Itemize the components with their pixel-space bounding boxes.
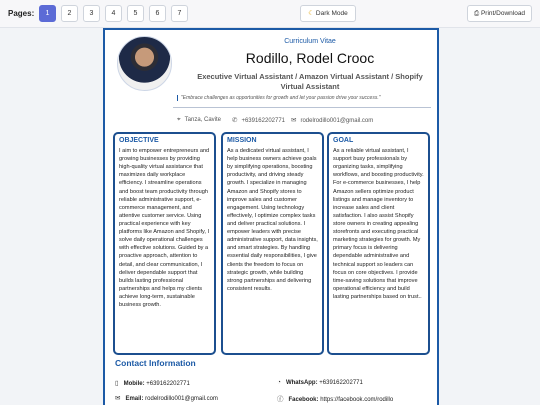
email-label: Email: [125, 396, 144, 402]
cv-phone-text: +639162202771 [241, 118, 285, 124]
contact-whatsapp [277, 379, 363, 386]
cv-page [103, 28, 439, 405]
location-pin-icon: ⌖ [177, 116, 181, 123]
cv-name: Rodillo, Rodel Crooc [245, 50, 375, 66]
page-button-2[interactable]: 2 [61, 5, 78, 22]
email-value: rodelrodillo001@gmail.com [145, 396, 218, 402]
page-button-3[interactable]: 3 [83, 5, 100, 22]
objective-title: OBJECTIVE [119, 137, 159, 144]
whatsapp-icon: ◔ [277, 379, 281, 386]
cv-quote: "Embrace challenges as opportunities for growth and let your passion drive your success." [177, 95, 427, 101]
whatsapp-label: WhatsApp: [285, 380, 318, 386]
pages-label: Pages: [8, 9, 35, 18]
envelope-icon: ✉ [291, 117, 297, 124]
page-button-5[interactable]: 5 [127, 5, 144, 22]
goal-box [327, 132, 430, 355]
objective-box [113, 132, 216, 355]
phone-icon: ✆ [232, 117, 238, 124]
page-button-1[interactable]: 1 [39, 5, 56, 22]
page-button-6[interactable]: 6 [149, 5, 166, 22]
mission-box [221, 132, 324, 355]
dark-mode-button[interactable] [300, 5, 356, 22]
cv-email [291, 116, 373, 124]
page-button-4[interactable]: 4 [105, 5, 122, 22]
mobile-value: +639162202771 [146, 381, 190, 387]
profile-photo [117, 36, 172, 91]
facebook-link[interactable]: https://facebook.com/rodillo [320, 397, 394, 403]
page-button-7[interactable]: 7 [171, 5, 188, 22]
mission-title: MISSION [227, 137, 257, 144]
cv-top-border [105, 28, 439, 30]
objective-text: I aim to empower entrepreneurs and growing businesses by providing high-quality virtual assistance that maximizes daily workplace efficiency. I streamline operations and boost team productivity through reliable administrative support, e-commerce management, and attentive customer service. Using practical experience with key platforms like Amazon and Shopify, I solve daily operational challenges with effective solutions. Guided by a proactive approach, attention to detail, and clear communication, I deliver dependable support that builds lasting professional partnerships and helps my clients achieve long-term, sustainable business growth. [119, 148, 210, 309]
cv-phone [232, 116, 285, 124]
cv-heading-label: Curriculum Vitae [284, 38, 336, 45]
goal-text: As a reliable virtual assistant, I support busy professionals by organizing tasks, simplifying workflows, and boosting productivity. For e-commerce businesses, I help Amazon sellers optimize product listings and manage inventory to increase sales and client satisfaction. I also assist Shopify store owners in creating appealing storefronts and executing practical marketing strategies for growth. My primary focus is delivering dependable administrative and technical support so leaders can focus on core objectives. I provide time-saving solutions that improve operational efficiency and build lasting partnerships based on trust.. [333, 148, 424, 300]
facebook-label: Facebook: [288, 397, 319, 403]
goal-title: GOAL [333, 137, 354, 144]
print-download-label: Print/Download [480, 10, 526, 17]
moon-icon: ☾ [308, 10, 315, 17]
cv-job-title: Executive Virtual Assistant / Amazon Virtual Assistant / Shopify Virtual Assistant [197, 72, 423, 91]
cv-email-text: rodelrodillo001@gmail.com [300, 118, 374, 124]
cv-location [177, 116, 221, 124]
contact-information-title: Contact Information [115, 358, 196, 368]
dark-mode-label: Dark Mode [315, 10, 348, 17]
contact-mobile [115, 379, 190, 387]
cv-divider [173, 107, 431, 108]
mission-text: As a dedicated virtual assistant, I help business owners achieve goals by simplifying operations, boosting productivity, and driving steady growth. I specialize in managing Amazon and Shopify stores to improve sales and customer engagement. Using technology effectively, I optimize complex tasks and deliver practical solutions. I empower leaders with precise administrative support, data insights, and smart strategies. By handling essential daily responsibilities, I give clients the freedom to focus on strategic growth, while building strong partnerships and delivering consistent results. [227, 148, 318, 292]
cv-location-text: Tanza, Cavite [184, 117, 222, 123]
whatsapp-value: +639162202771 [319, 380, 363, 386]
mobile-label: Mobile: [123, 381, 145, 387]
mobile-phone-icon: ▯ [115, 380, 119, 387]
print-download-button[interactable] [467, 5, 532, 22]
envelope-icon: ✉ [115, 395, 121, 402]
contact-email [115, 394, 218, 402]
pagination-toolbar [0, 0, 540, 28]
contact-facebook [277, 394, 393, 403]
facebook-icon: ⓕ [277, 396, 284, 403]
printer-icon: ⎙ [473, 10, 480, 17]
